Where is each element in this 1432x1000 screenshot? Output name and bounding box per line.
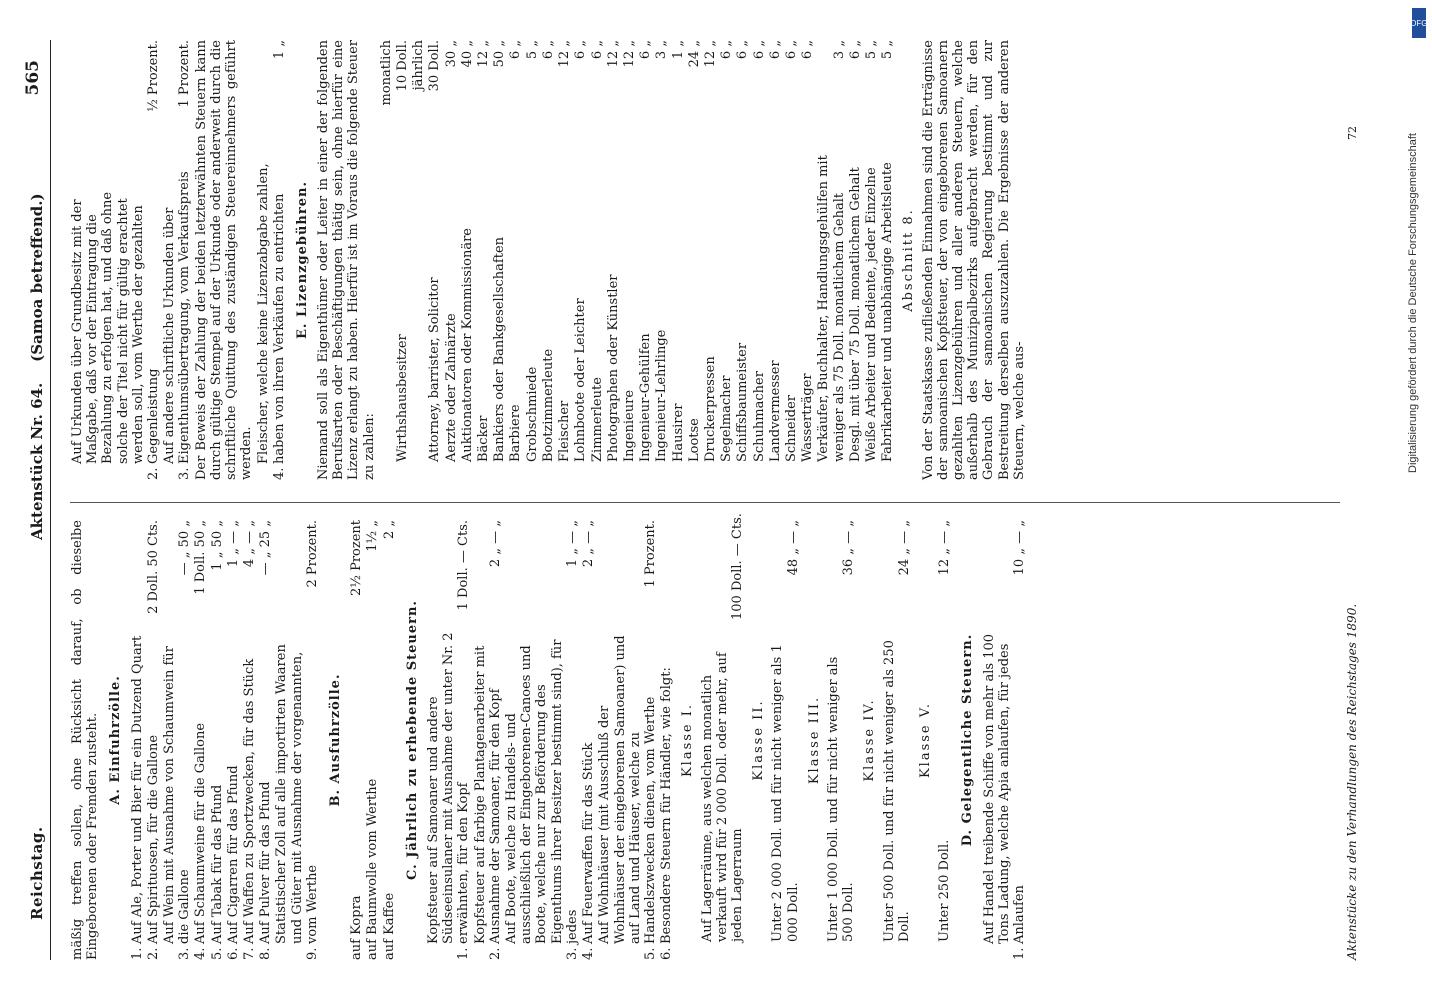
license-row (573, 40, 588, 480)
license-row (590, 40, 605, 480)
occasional-tax-row (982, 520, 1028, 960)
item-text: Unter 2 000 Doll. und für nicht weniger als 1 000 Doll. (770, 644, 801, 942)
item-value: 12 „ (702, 40, 718, 68)
license-row (427, 40, 442, 480)
period-label: jährlich (411, 40, 427, 91)
item-text: Auf Lagerräume, aus welchen monatlich verkauft wird für 2 000 Doll. oder mehr, auf jeden Lagerraum (699, 652, 745, 942)
item-value: 2 „ — „ (581, 520, 597, 568)
item-text: Wasserträger (800, 373, 816, 462)
item-value: 1 Prozent. (642, 520, 658, 588)
item-text: Ingenieure (621, 389, 637, 462)
watermark-text: Digitalisierung gefördert durch die Deutsche Forschungsgemeinschaft (1407, 133, 1419, 473)
license-row (444, 40, 459, 480)
license-row (703, 40, 718, 480)
item-value: 5 „ (880, 40, 896, 60)
period-heading-yearly (411, 40, 426, 480)
item-value: 4 „ — „ (242, 520, 258, 568)
item-value: 1½ „ (365, 520, 381, 552)
license-row (800, 40, 815, 480)
license-row (719, 40, 734, 480)
watermark (1402, 8, 1424, 598)
license-row (671, 40, 686, 480)
item-text: Ingenieur-Lehrlinge (654, 329, 670, 462)
item-text: Weiße Arbeiter und Bediente, jeder Einzelne (863, 167, 879, 462)
item-text: Fleischer (557, 400, 573, 462)
item-number: 2. (145, 947, 161, 960)
import-duty-row (274, 520, 320, 960)
page-header (23, 40, 51, 960)
item-number: 6. (225, 947, 241, 960)
license-row (492, 40, 507, 480)
item-number: 5. (642, 947, 658, 960)
item-text: Bootzimmerleute (540, 348, 556, 462)
license-intro: Niemand soll als Eigenthümer oder Leiter in einer der folgenden Berufsarten oder Beschäftigungen thätig sein, ohne hierfür eine Lizenz erlangt zu haben. Hierfür ist im Voraus die folgende Steuer zu zahlen: (316, 40, 377, 480)
item-value: 10 Doll. (395, 40, 411, 92)
item-text: auf Baumwolle vom Werthe (365, 778, 381, 960)
item-text: Hausirer (670, 403, 686, 462)
item-text: auf Kaffee (381, 892, 397, 960)
item-text: Wirthshausbesitzer (395, 334, 411, 462)
import-duty-row (146, 520, 161, 960)
export-duty-row (365, 520, 380, 960)
item-text: Unter 500 Doll. und für nicht weniger als 250 Doll. (881, 640, 912, 942)
annual-tax-row (473, 520, 503, 960)
license-row (687, 40, 702, 480)
item-text: Auf Spirituosen, für die Gallone (145, 734, 161, 944)
intro-text: mäßig treffen sollen, ohne Rücksicht darauf, ob dieselbe Eingeborenen oder Fremden zusteht. (70, 520, 101, 960)
item-value: 3 „ (654, 40, 670, 60)
item-value: 48 „ — „ (785, 520, 801, 576)
import-duty-row (226, 520, 241, 960)
item-text: Kopfsteuer auf farbige Plantagenarbeiter mit Ausnahme der Samoaner, für den Kopf (472, 645, 503, 944)
dfg-logo: DFG (1412, 8, 1426, 38)
item-text: Bankiers oder Bankgesellschaften (492, 236, 508, 462)
license-row (735, 40, 750, 480)
item-number: 4. (193, 947, 209, 960)
page-mark: 72 (1346, 126, 1359, 140)
item-text: Auktionatoren oder Kommissionäre (459, 228, 475, 462)
item-value: 6 „ (508, 40, 524, 60)
item-number: 2. (487, 947, 503, 960)
license-row (848, 40, 863, 480)
section-heading-d: D. Gelegentliche Steuern. (960, 633, 976, 847)
item-text: Desgl. mit über 75 Doll. monatlichem Gehalt (847, 167, 863, 462)
occasional-tax-row (70, 40, 161, 480)
item-value: 1 Doll. — Cts. (456, 520, 472, 611)
item-value: 12 „ (605, 40, 621, 68)
item-text: Verkäufer, Buchhalter, Handlungsgehülfen mit weniger als 75 Doll. monatlichem Gehalt (816, 155, 847, 462)
license-row (460, 40, 475, 480)
export-duty-row (349, 520, 364, 960)
license-row (816, 40, 846, 480)
item-text: Auf Boote, welche zu Handels- und ausschließlich der Eingeborenen-Canoes und Boote, welche nur zur Beförderung des Eigenthums ihrer Besitzer bestimmt sind), für jedes (504, 639, 580, 944)
item-text: Fabrikarbeiter und unabhängige Arbeitsleute (880, 162, 896, 462)
license-row (622, 40, 637, 480)
item-value: 1 „ 50 „ (209, 520, 225, 571)
item-value: 10 „ — „ (1011, 520, 1027, 576)
item-value: 24 „ (686, 40, 702, 68)
section-heading-c: C. Jährlich zu erhebende Steuern. (404, 600, 420, 880)
item-text: Unter 250 Doll. (937, 839, 953, 942)
license-row (864, 40, 879, 480)
period-label: monatlich (378, 40, 394, 106)
item-text: Lohnboote oder Leichter (573, 298, 589, 462)
item-text: Schuhmacher (751, 371, 767, 462)
item-value: 1 Doll. 50 „ (193, 520, 209, 595)
annual-tax-row (581, 520, 596, 960)
item-text: Auf Wohnhäuser (mit Ausschluß der Wohnhäuser der eingeborenen Samoaner) und auf Land und Häuser, welche zu Handelszwecken dienen, vom Werthe (597, 635, 658, 944)
item-value: 2 „ (381, 520, 397, 540)
import-duty-row (193, 520, 208, 960)
item-value: 100 Doll. — Cts. (729, 513, 745, 620)
license-row (508, 40, 523, 480)
item-number: 5. (209, 947, 225, 960)
section-heading-e: E. Lizenzgebühren. (294, 181, 310, 339)
license-row (752, 40, 767, 480)
page-footer: Aktenstücke zu den Verhandlungen des Reichstages 1890. (1345, 603, 1359, 960)
item-text: Lootse (686, 418, 702, 462)
import-duty-row (258, 520, 273, 960)
header-center (30, 193, 45, 540)
column-divider (70, 502, 1340, 503)
klasse-row (826, 520, 856, 960)
item-text: Unter 1 000 Doll. und für nicht weniger als 500 Doll. (825, 656, 857, 942)
occasional-tax-row (162, 40, 192, 480)
item-text: Auf Wein mit Ausnahme von Schaumwein für die Gallone (162, 646, 193, 944)
item-text: Besondere Steuern für Händler, wie folgt: (659, 667, 675, 944)
license-row (784, 40, 799, 480)
header-center-right: (Samoa betreffend.) (28, 193, 46, 362)
item-text: Barbiere (508, 404, 524, 462)
item-value: 6 „ (573, 40, 589, 60)
item-text: Auf Waffen zu Sportzwecken, für das Stück (242, 658, 258, 944)
item-number: 1. (1011, 947, 1027, 960)
right-column (70, 40, 1370, 480)
item-text: Segelmacher (719, 375, 735, 462)
klasse-row (699, 513, 746, 960)
annual-tax-row (504, 520, 580, 960)
item-text: Auf andere schriftliche Urkunden über Eigenthumsübertragung, vom Verkaufspreis (162, 171, 193, 464)
item-text: Auf Urkunden über Grundbesitz mit der Maßgabe, daß vor der Eintragung die Bezahlung zu erfolgen hat, und daß ohne solche der Titel nicht für gültig erachtet werden soll, vom Werthe der gezahlten Gegenleistung (70, 191, 162, 464)
item-text: Grobschmiede (524, 366, 540, 462)
item-value: 2½ Prozent (349, 520, 365, 596)
klasse-heading: Klasse III. (806, 695, 822, 785)
license-row (768, 40, 783, 480)
annual-tax-row (426, 520, 472, 960)
item-value: 2 Prozent. (304, 520, 320, 588)
item-text: Schneider (783, 394, 799, 462)
license-row (638, 40, 653, 480)
item-value: 12 „ (476, 40, 492, 68)
item-text: Attorney, barrister, Solicitor (427, 277, 443, 462)
item-text: Fleischer, welche keine Lizenzabgabe zahlen, haben von ihren Verkäufen zu entrichten (256, 163, 287, 464)
item-value: 1 „ — „ (564, 520, 580, 568)
occasional-tax-row (256, 40, 286, 480)
item-value: 5 „ (524, 40, 540, 60)
header-center-left: Aktenstück Nr. 64. (28, 382, 46, 540)
section-heading-abschnitt: Abschnitt 8. (901, 208, 917, 312)
item-text: auf Kopra (349, 895, 365, 960)
license-row (395, 40, 410, 480)
import-duty-row (130, 520, 145, 960)
item-value: 6 „ (847, 40, 863, 60)
item-value: 30 „ (443, 40, 459, 68)
item-text: Auf Handel treibende Schiffe von mehr als 100 Tons Ladung, welche Apia anlaufen, für jedes Anlaufen (981, 633, 1027, 944)
item-text: Schiffsbaumeister (735, 342, 751, 462)
klasse-heading: Klasse IV. (862, 698, 878, 782)
item-text: Auf Cigarren für das Pfund (225, 765, 241, 944)
item-number: 9. (304, 947, 320, 960)
import-duty-row (242, 520, 257, 960)
item-value: 30 Doll. (427, 40, 443, 92)
item-number: 3. (177, 947, 193, 960)
license-row (654, 40, 669, 480)
item-value: 40 „ (459, 40, 475, 68)
item-number: 7. (242, 947, 258, 960)
item-text: Auf Pulver für das Pfund (258, 781, 274, 944)
item-value: 12 „ (557, 40, 573, 68)
section-heading-b: B. Ausfuhrzölle. (328, 673, 344, 807)
klasse-row (770, 520, 800, 960)
item-text: Kopfsteuer auf Samoaner und andere Südseeinsulaner mit Ausnahme der unter Nr. 2 erwähnten, für den Kopf (426, 632, 472, 944)
annual-tax-row (659, 520, 674, 960)
item-text: Auf Schaumweine für die Gallone (193, 722, 209, 944)
item-value: — „ 25 „ (258, 520, 274, 576)
import-duty-row (162, 520, 192, 960)
item-number: 6. (659, 947, 675, 960)
license-row (541, 40, 556, 480)
item-number: 3. (564, 947, 580, 960)
klasse-row (937, 520, 952, 960)
item-text: Auf Feuerwaffen für das Stück (581, 742, 597, 944)
item-value: 1 Prozent. (177, 40, 193, 108)
license-row (606, 40, 621, 480)
item-text: Ingenieur-Gehülfen (638, 333, 654, 462)
item-value: 36 „ — „ (841, 520, 857, 576)
license-row (476, 40, 491, 480)
item-text: Aerzte oder Zahnärzte (443, 313, 459, 462)
item-number: 2. (146, 467, 162, 480)
item-text: Statistischer Zoll auf alle importirten Waaren und Güter mit Ausnahme der vorgenannten, vom Werthe (274, 644, 320, 944)
abschnitt-text: Von der Staatskasse zufließenden Einnahmen sind die Erträgnisse der samoanischen Kopfsteuer, der von eingeborenen Samoanern gezahlten Lizenzgebühren und aller anderen Steuern, welche außerhalb des Munizipalbezirks aufgebracht werden, für den Gebrauch der samoanischen Regierung bestimmt und zur Bestreitung derselben auszuzahlen. Die Ergebnisse der anderen Steuern, welche aus- (920, 40, 1027, 480)
item-text: Bäcker (476, 415, 492, 462)
klasse-row (882, 520, 912, 960)
item-value: 3 „ (831, 40, 847, 60)
item-value: 12 „ (621, 40, 637, 68)
item-text: Landvermesser (767, 360, 783, 462)
left-column (70, 513, 1370, 960)
item-value: 12 „ — „ (937, 520, 953, 576)
license-row (525, 40, 540, 480)
item-value: — „ 50 „ (177, 520, 193, 576)
license-row (557, 40, 572, 480)
section-heading-a: A. Einfuhrzölle. (108, 675, 124, 805)
item-value: 6 „ (767, 40, 783, 60)
item-number: 4. (271, 467, 287, 480)
item-value: 6 „ (800, 40, 816, 60)
page-number: 565 (23, 60, 43, 96)
klasse-heading: Klasse I. (680, 702, 696, 778)
item-value: 50 „ (492, 40, 508, 68)
item-value: 6 „ (783, 40, 799, 60)
period-heading-monthly (379, 40, 394, 480)
item-value: 6 „ (638, 40, 654, 60)
stamp-proof-text: Der Beweis der Zahlung der beiden letzterwähnten Steuern kann durch gültige Stempel auf der Urkunde oder anderweit durch die schriftliche Quittung des zuständigen Steuereinnehmers geführt werden. (193, 40, 255, 480)
item-text: Auf Ale, Porter und Bier für ein Dutzend Quart (129, 635, 145, 944)
item-value: 1 „ (271, 40, 287, 60)
annual-tax-row (597, 520, 658, 960)
item-value: 6 „ (751, 40, 767, 60)
item-value: 1 „ — „ (225, 520, 241, 568)
item-value: 6 „ (589, 40, 605, 60)
item-value: 6 „ (735, 40, 751, 60)
item-value: 1 „ (670, 40, 686, 60)
header-left: Reichstag. (28, 826, 46, 920)
item-number: 1. (129, 947, 145, 960)
item-number: 8. (258, 947, 274, 960)
klasse-heading: Klasse II. (751, 699, 767, 781)
item-value: 24 „ — „ (896, 520, 912, 576)
item-number: 3. (177, 467, 193, 480)
item-value: 2 Doll. 50 Cts. (145, 520, 161, 614)
item-text: Zimmerleute (589, 377, 605, 462)
item-number: 4. (581, 947, 597, 960)
item-text: Photographen oder Künstler (605, 274, 621, 462)
export-duty-row (382, 520, 397, 960)
item-value: 5 „ (863, 40, 879, 60)
item-value: 6 „ (540, 40, 556, 60)
license-row (880, 40, 895, 480)
item-value: ½ Prozent. (146, 40, 162, 112)
import-duty-row (210, 520, 225, 960)
klasse-heading: Klasse V. (917, 701, 933, 779)
item-text: Auf Tabak für das Pfund (209, 784, 225, 944)
item-value: 2 „ — „ (487, 520, 503, 568)
item-value: 6 „ (719, 40, 735, 60)
item-text: Druckerpressen (702, 356, 718, 462)
item-number: 1. (456, 947, 472, 960)
